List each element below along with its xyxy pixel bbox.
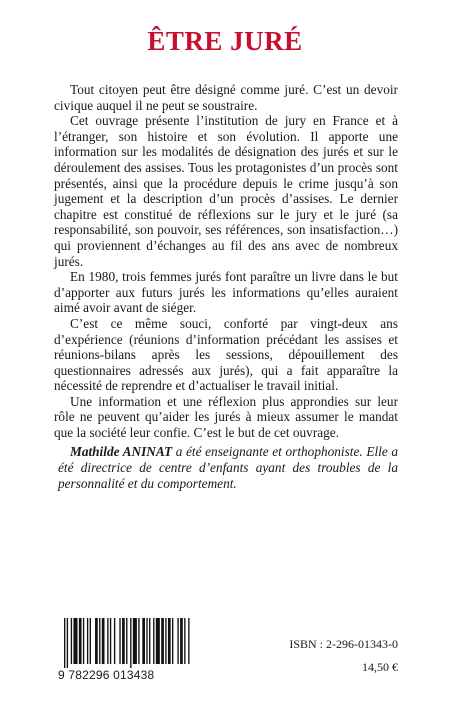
barcode-bar <box>119 618 120 664</box>
barcode-bar <box>146 618 147 664</box>
barcode-bar <box>90 618 91 664</box>
barcode-bar <box>95 618 98 664</box>
summary-paragraph: Tout citoyen peut être désigné comme juré. C’est un devoir civique auquel il ne peut se soustraire. <box>54 82 398 113</box>
barcode-bar <box>177 618 178 664</box>
summary-paragraph: Une information et une réflexion plus approndies sur leur rôle ne peuvent qu’aider les jurés à mieux assumer le mandat que la société leur confie. C’est le but de cet ouvrage. <box>54 393 398 441</box>
barcode-bar <box>67 618 68 668</box>
barcode-bar <box>71 618 72 664</box>
barcode-bar <box>126 618 127 664</box>
barcode-bar <box>165 618 166 664</box>
barcode-bar <box>73 618 77 664</box>
barcode-bar <box>64 618 65 668</box>
barcode-bar <box>122 618 125 664</box>
barcode-bar <box>83 618 84 664</box>
barcode-bar <box>184 618 185 664</box>
barcode-bar <box>110 618 111 664</box>
summary-paragraph: En 1980, trois femmes jurés font paraître un livre dans le but d’apporter aux futurs jurés les informations qu’elles auraient aimé avoir avant de siéger. <box>54 269 398 316</box>
barcode-bar <box>188 618 189 664</box>
summary-paragraph: C’est ce même souci, conforté par vingt-deux ans d’expérience (réunions d’information précédant les assises et réunions-bilans après les sessions, dépouillement des questionnaires adressés aux jurés), qui a fait apparaître la nécessité de reprendre et d’actualiser le travail initial. <box>54 315 398 394</box>
barcode-bar <box>161 618 164 664</box>
author-bio-text: a été enseignante et orthophoniste. Elle a été directrice de centre d’enfants ayant des troubles de la personnalité et du comportement. <box>58 444 398 491</box>
barcode-bar <box>142 618 145 664</box>
barcode-bar <box>79 618 82 664</box>
barcode-bar <box>180 618 183 664</box>
back-cover-summary <box>54 82 398 441</box>
barcode <box>58 618 194 682</box>
book-title: ÊTRE JURÉ <box>147 26 303 56</box>
barcode-bar <box>130 618 131 668</box>
barcode-bar <box>138 618 139 664</box>
barcode-bar <box>107 618 108 664</box>
author-bio-paragraph <box>58 444 398 491</box>
barcode-bar <box>153 618 154 664</box>
barcode-bar <box>114 618 115 664</box>
author-name: Mathilde ANINAT <box>70 444 173 459</box>
barcode-bar <box>172 618 173 664</box>
barcode-digits: 9 782296 013438 <box>58 668 155 682</box>
barcode-bar <box>168 618 171 664</box>
barcode-bar <box>99 618 100 664</box>
barcode-bar <box>133 618 137 664</box>
barcode-bar <box>87 618 88 664</box>
barcode-bar <box>149 618 150 664</box>
isbn: ISBN : 2-296-01343-0 <box>289 637 398 651</box>
author-bio <box>58 444 398 491</box>
barcode-bars <box>58 618 194 668</box>
barcode-bar <box>156 618 160 664</box>
price: 14,50 € <box>362 660 398 674</box>
barcode-bar <box>102 618 105 664</box>
summary-paragraph: Cet ouvrage présente l’institution de jury en France et à l’étranger, son histoire et son évolution. Il apporte une information sur les modalités de désignation des jurés et sur le déroulement des assises. Tous les protagonistes d’un procès sont présentés, ainsi que la procédure depuis le crime jusqu’à son jugement et la description d’un procès d’assises. Le dernier chapitre est constitué de réflexions sur le jury et le juré (sa responsabilité, son pouvoir, ses références, son insatisfaction…) qui proviennent d’échanges au fil des ans avec de nombreux jurés. <box>54 113 398 269</box>
